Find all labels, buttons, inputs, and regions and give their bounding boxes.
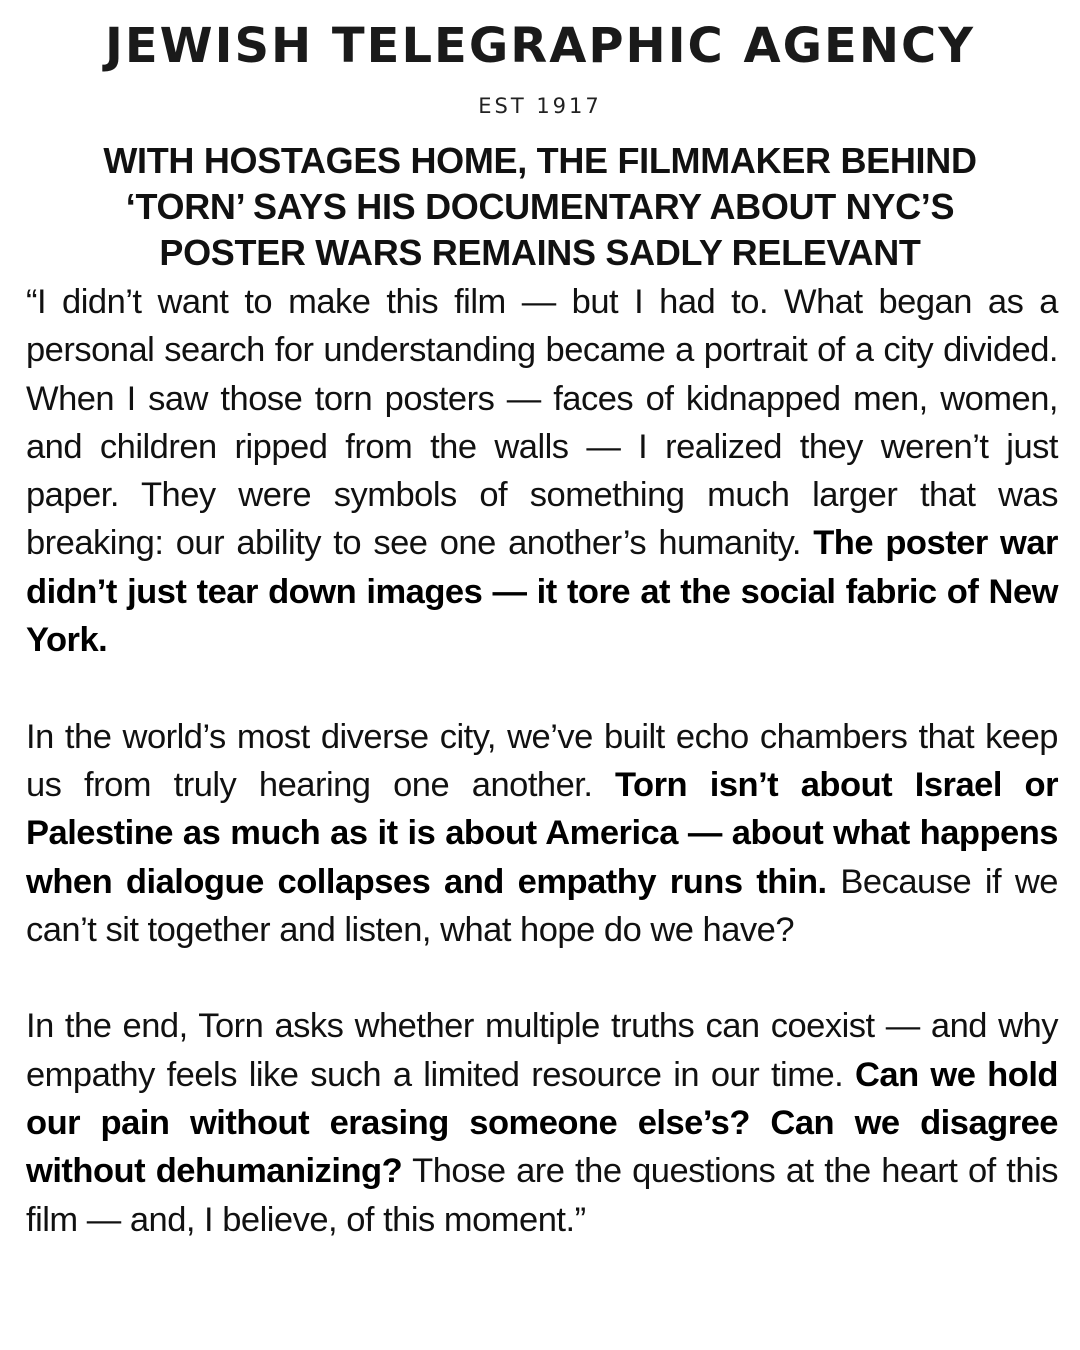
quote-paragraph-3-text-after: Those are the questions at the heart of this film — and, I believe, of this moment.”	[26, 1152, 1058, 1239]
headline-line-2: ‘TORN’ SAYS HIS DOCUMENTARY ABOUT NYC’S	[125, 186, 955, 227]
quote-paragraph-3-text: In the end, Torn asks whether multiple truths can coexist — and why empathy feels like such a limited resource in our time.	[26, 1007, 1058, 1094]
quote-paragraph-3-bold: Can we hold our pain without erasing someone else’s? Can we disagree without dehumanizing?	[26, 1055, 1058, 1191]
headline-line-1: WITH HOSTAGES HOME, THE FILMMAKER BEHIND	[103, 140, 977, 181]
quote-paragraph-2-text: In the world’s most diverse city, we’ve built echo chambers that keep us from truly hearing one another.	[26, 717, 1058, 804]
quote-paragraph-3	[26, 1002, 1058, 1243]
masthead-title: JEWISH TELEGRAPHIC AGENCY	[105, 18, 975, 74]
masthead-established: EST 1917	[478, 94, 602, 118]
quote-paragraph-1	[26, 278, 1058, 664]
quote-body	[26, 278, 1058, 1244]
quote-paragraph-2-bold: Torn isn’t about Israel or Palestine as much as it is about America — about what happens when dialogue collapses and empathy runs thin.	[26, 765, 1059, 901]
headline-line-3: POSTER WARS REMAINS SADLY RELEVANT	[159, 232, 921, 273]
quote-paragraph-2-text-after: Because if we can’t sit together and listen, what hope do we have?	[26, 862, 1058, 949]
quote-paragraph-2	[26, 713, 1058, 954]
quote-paragraph-1-text: “I didn’t want to make this film — but I had to. What began as a personal search for understanding became a portrait of a city divided. When I saw those torn posters — faces of kidnapped men, women, and children ripped from the walls — I realized they weren’t just paper. They were symbols of something much larger that was breaking: our ability to see one another’s humanity.	[26, 283, 1058, 563]
quote-paragraph-1-bold: The poster war didn’t just tear down images — it tore at the social fabric of New York.	[26, 524, 1058, 660]
headline	[40, 138, 1040, 276]
